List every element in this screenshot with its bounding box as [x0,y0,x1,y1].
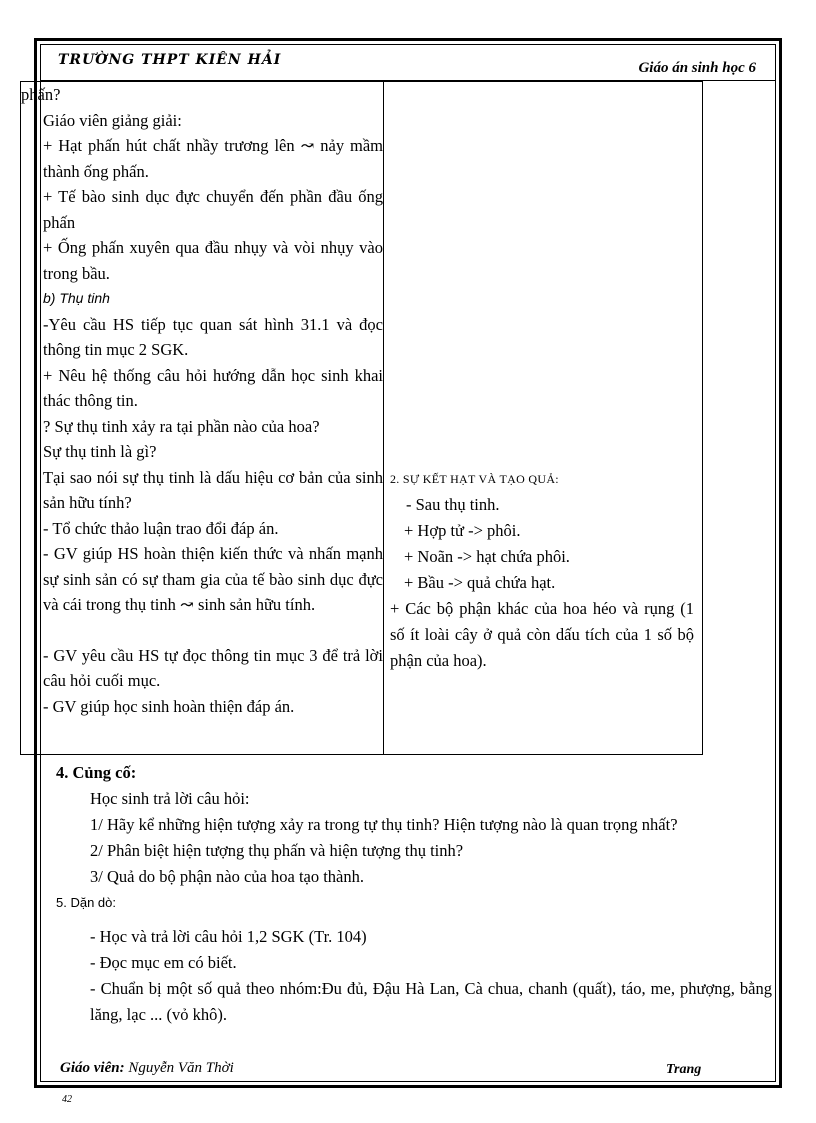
question-2: 2/ Phân biệt hiện tượng thụ phấn và hiện tượng thụ tinh? [90,841,464,860]
homework-title: 5. Dặn dò: [56,895,116,910]
teacher-activity-cell [21,82,384,755]
right-line: + Bầu -> quả chứa hạt. [404,573,556,592]
spacer [21,618,383,643]
left-line: ? Sự thụ tinh xảy ra tại phần nào của hoa? [43,416,320,436]
left-line: + Hạt phấn hút chất nhầy trương lên ↝ nảy mầm thành ống phấn. [43,136,383,181]
right-line: + Các bộ phận khác của hoa héo và rụng (1 số ít loài cây ở quả còn dấu tích của 1 số bộ phận của hoa). [390,599,694,670]
fruit-formation-block [390,468,694,674]
left-line: + Tế bào sinh dục đực chuyển đến phần đầu ống phấn [43,187,383,232]
left-line: - Tổ chức thảo luận trao đổi đáp án. [43,518,279,538]
footer-page-label: Trang [666,1062,702,1077]
student-content-cell [384,82,703,755]
teacher-label: Giáo viên: [60,1060,125,1076]
teacher-name: Nguyễn Văn Thời [128,1060,234,1076]
homework-item: - Học và trả lời câu hỏi 1,2 SGK (Tr. 104) [90,927,367,946]
right-line: - Sau thụ tinh. [406,495,500,514]
question-1: 1/ Hãy kể những hiện tượng xảy ra trong tự thụ tinh? Hiện tượng nào là quan trọng nhất? [90,815,678,834]
left-line: + Nêu hệ thống câu hỏi hướng dẫn học sinh khai thác thông tin. [43,365,383,410]
homework-item: - Chuẩn bị một số quả theo nhóm:Đu đủ, Đậu Hà Lan, Cà chua, chanh (quất), táo, me, phượng, bằng lăng, lạc ... (vỏ khô). [90,979,772,1024]
right-line: + Noãn -> hạt chứa phôi. [404,547,570,566]
page-number: 42 [62,1094,72,1105]
section-heading: 2. SỰ KẾT HẠT VÀ TẠO QUẢ: [390,472,559,486]
question-3: 3/ Quả do bộ phận nào của hoa tạo thành. [90,867,365,886]
right-line: + Hợp tử -> phôi. [404,521,521,540]
consolidation-title: 4. Củng cố: [56,763,137,782]
left-line: -Yêu cầu HS tiếp tục quan sát hình 31.1 và đọc thông tin mục 2 SGK. [43,314,383,359]
left-line: + Ống phấn xuyên qua đầu nhụy và vòi nhụy vào trong bầu. [43,238,383,283]
lesson-closing [56,760,772,1028]
left-line: - GV giúp học sinh hoàn thiện đáp án. [43,696,295,716]
footer-teacher [60,1060,234,1077]
homework-item: - Đọc mục em có biết. [90,953,237,972]
subheading-thu-tinh: b) Thụ tinh [43,290,110,306]
lesson-table [20,81,703,755]
left-line: Sự thụ tinh là gì? [43,442,157,461]
consolidation-intro: Học sinh trả lời câu hỏi: [90,789,250,808]
header-subject: Giáo án sinh học 6 [638,60,756,76]
left-line: Tại sao nói sự thụ tinh là dấu hiệu cơ bản của sinh sản hữu tính? [43,467,383,512]
left-line: - GV yêu cầu HS tự đọc thông tin mục 3 để trả lời câu hỏi cuối mục. [43,645,383,690]
header-school: TRƯỜNG THPT KIÊN HẢI [58,52,282,68]
left-line: - GV giúp HS hoàn thiện kiến thức và nhấn mạnh sự sinh sản có sự tham gia của tế bào sinh dục đực và cái trong thụ tinh ↝ sinh sản hữu tính. [43,544,383,614]
left-line: phấn? [21,85,61,104]
left-line: Giáo viên giảng giải: [43,110,182,130]
